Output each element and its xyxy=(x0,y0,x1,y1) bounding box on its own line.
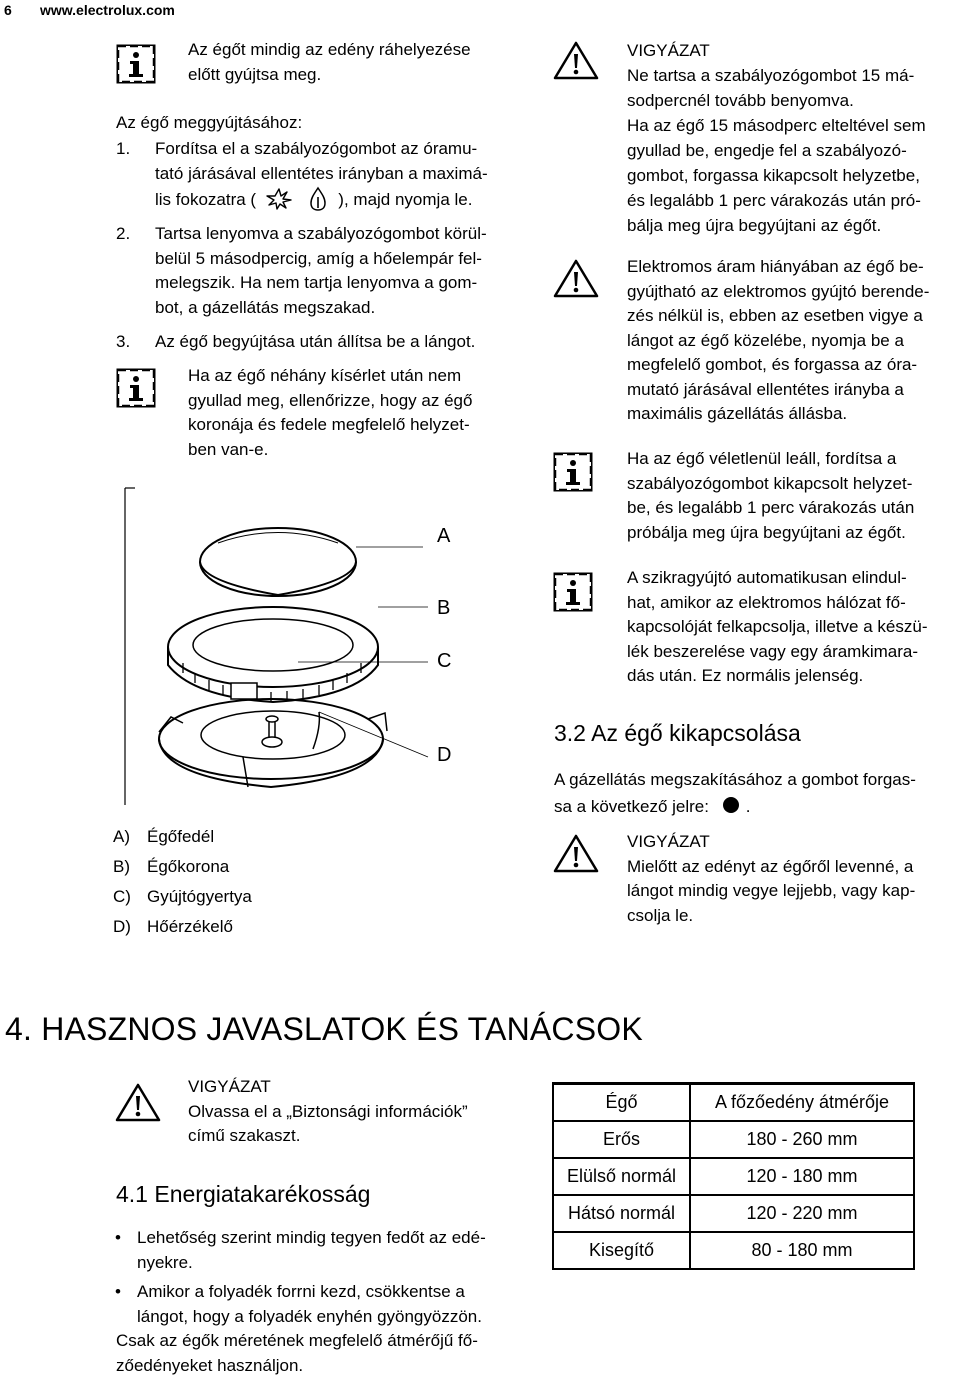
table-header-cell: Égő xyxy=(553,1084,690,1122)
section-3-2-heading: 3.2 Az égő kikapcsolása xyxy=(554,720,801,746)
burner-exploded-diagram xyxy=(123,487,523,807)
step-3-text: Az égő begyújtása után állítsa be a lángot. xyxy=(155,332,476,351)
warning-hold-knob: VIGYÁZAT Ne tartsa a szabályozógombot 15 má- sodpercnél tovább benyomva. Ha az égő 15 másodperc elteltével sem gyullad be, engedje fel a szabályozó- gombot, forgassa kikapcsolt helyzetbe, és legalább 1 perc várakozás után pró- bálja meg újra begyújtani az égőt. xyxy=(627,41,926,235)
header-url: www.electrolux.com xyxy=(40,2,175,18)
closing-text: Csak az égők méretének megfelelő átmérőjű fő- zőedényeket használjon. xyxy=(116,1331,478,1375)
table-cell: 120 - 220 mm xyxy=(690,1195,914,1232)
warning-no-power: Elektromos áram hiányában az égő be- gyújtható az elektromos gyújtó berende- zés nélkül is, ebben az esetben vigye a lángot az égő közelébe, nyomja be a megfelelő gombot, és forgassa az óra- mutató járásával ellentétes irányba a maximális gázellátás állásba. xyxy=(627,257,930,423)
note-ignite-before: Az égőt mindig az edény ráhelyezése előtt gyújtsa meg. xyxy=(188,40,471,84)
list-item: • Lehetőség szerint mindig tegyen fedőt az edé- nyekre. xyxy=(115,1228,486,1272)
bullet-icon: • xyxy=(115,1282,121,1301)
note-burner-stops: Ha az égő véletlenül leáll, fordítsa a szabályozógombot kikapcsolt helyzet- be, és legalább 1 perc várakozás után próbálja meg újra begyújtani az égőt. xyxy=(627,449,915,542)
table-cell: 80 - 180 mm xyxy=(690,1232,914,1269)
figure-label-b: B xyxy=(437,597,451,619)
table-cell: 120 - 180 mm xyxy=(690,1158,914,1195)
flame-symbol-icon xyxy=(308,186,328,212)
warning-icon xyxy=(115,1082,161,1122)
off-dot-icon xyxy=(722,796,740,814)
step-1-text: Fordítsa el a szabályozógombot az óramu- tató járásával ellentétes irányban a maximá- lis fokozatra ( ), majd nyomja le. xyxy=(155,137,488,213)
table-cell: Erős xyxy=(553,1121,690,1158)
table-row xyxy=(553,1195,914,1232)
table-row xyxy=(553,1232,914,1269)
step-number: 1. xyxy=(116,139,131,158)
info-icon xyxy=(553,572,593,612)
table-cell: Elülső normál xyxy=(553,1158,690,1195)
legend-item: C) Gyújtógyertya xyxy=(113,887,252,906)
warning-icon xyxy=(553,833,599,873)
ignite-heading: Az égő meggyújtásához: xyxy=(116,113,303,132)
figure-label-a: A xyxy=(437,525,451,547)
note-spark-igniter: A szikragyújtó automatikusan elindul- hat, amikor az elektromos hálózat fő- kapcsolóját felkapcsolja, illetve a készü- lék beszerelése vagy egy áramkimara- dás után. Ez normális jelenség. xyxy=(627,568,928,685)
legend-item: A) Égőfedél xyxy=(113,827,215,846)
table-row xyxy=(553,1158,914,1195)
info-icon xyxy=(553,452,593,492)
table-cell: Hátsó normál xyxy=(553,1195,690,1232)
step-number: 2. xyxy=(116,224,131,243)
bullet-icon: • xyxy=(115,1228,121,1247)
legend-item: D) Hőérzékelő xyxy=(113,917,233,936)
warning-icon xyxy=(553,40,599,80)
info-icon xyxy=(116,368,156,408)
page-number: 6 xyxy=(4,2,12,18)
info-icon xyxy=(116,44,156,84)
turn-off-text: A gázellátás megszakításához a gombot forgas- sa a következő jelre: . xyxy=(554,770,916,816)
step-2-text: Tartsa lenyomva a szabályozógombot körül- belül 5 másodpercig, amíg a hőelempár fel- melegszik. Ha nem tartja lenyomva a gom- bot, a gázellátás megszakad. xyxy=(155,224,487,317)
step-number: 3. xyxy=(116,332,131,351)
figure-label-d: D xyxy=(437,744,452,766)
table-header-cell: A főzőedény átmérője xyxy=(690,1084,914,1122)
legend-item: B) Égőkorona xyxy=(113,857,230,876)
warning-read-safety: VIGYÁZAT Olvassa el a „Biztonsági információk” című szakaszt. xyxy=(188,1077,468,1145)
table-row xyxy=(553,1121,914,1158)
section-4-1-heading: 4.1 Energiatakarékosság xyxy=(116,1181,371,1207)
spark-symbol-icon xyxy=(265,188,293,210)
burner-figure xyxy=(123,487,523,807)
note-check-burner: Ha az égő néhány kísérlet után nem gyullad meg, ellenőrizze, hogy az égő koronája és fedele megfelelő helyzet- ben van-e. xyxy=(188,366,473,459)
section-4-heading: 4. HASZNOS JAVASLATOK ÉS TANÁCSOK xyxy=(5,1011,643,1047)
table-cell: Kisegítő xyxy=(553,1232,690,1269)
list-item: • Amikor a folyadék forrni kezd, csökkentse a lángot, hogy a folyadék enyhén gyöngyözzön. xyxy=(115,1282,482,1326)
warning-lower-flame: VIGYÁZAT Mielőtt az edényt az égőről levenné, a lángot mindig vegye lejjebb, vagy kap- csolja le. xyxy=(627,832,916,925)
figure-label-c: C xyxy=(437,650,452,672)
table-header-row xyxy=(553,1084,914,1122)
warning-icon xyxy=(553,258,599,298)
cookware-size-table xyxy=(552,1082,915,1270)
table-cell: 180 - 260 mm xyxy=(690,1121,914,1158)
